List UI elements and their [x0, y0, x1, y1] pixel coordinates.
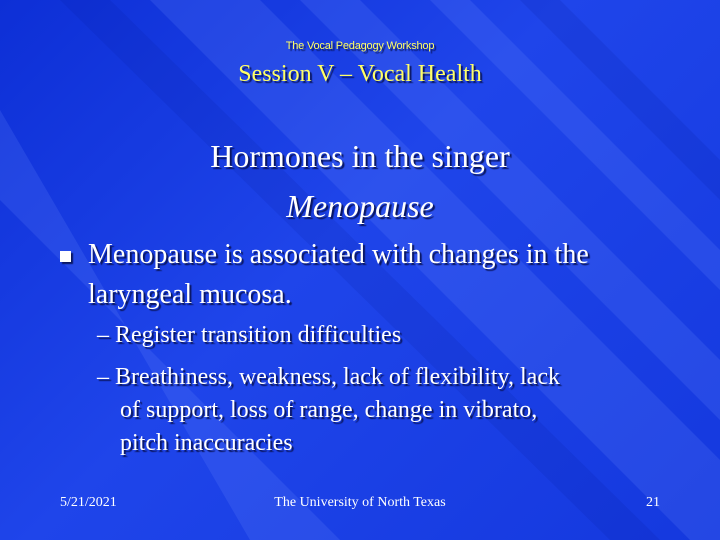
session-title: Session V – Vocal Health [238, 61, 482, 87]
footer-date: 5/21/2021 [60, 495, 117, 510]
sub-bullet-register: – Register transition difficulties [97, 322, 402, 348]
square-bullet-icon [60, 251, 71, 262]
slide-subtitle: Menopause [286, 188, 434, 224]
bullet-text-line-2: laryngeal mucosa. [88, 279, 292, 310]
sub-bullet-breathiness-line-3: pitch inaccuracies [120, 430, 293, 456]
sub-bullet-breathiness-line-2: of support, loss of range, change in vibrato, [120, 397, 538, 423]
sub-bullet-breathiness-line-1: – Breathiness, weakness, lack of flexibility, lack [97, 364, 560, 390]
slide-title: Hormones in the singer [210, 138, 510, 174]
slide-number: 21 [646, 495, 660, 510]
workshop-title: The Vocal Pedagogy Workshop [285, 40, 435, 52]
footer-organization: The University of North Texas [274, 495, 446, 510]
bullet-text-line-1: Menopause is associated with changes in the [88, 239, 589, 270]
